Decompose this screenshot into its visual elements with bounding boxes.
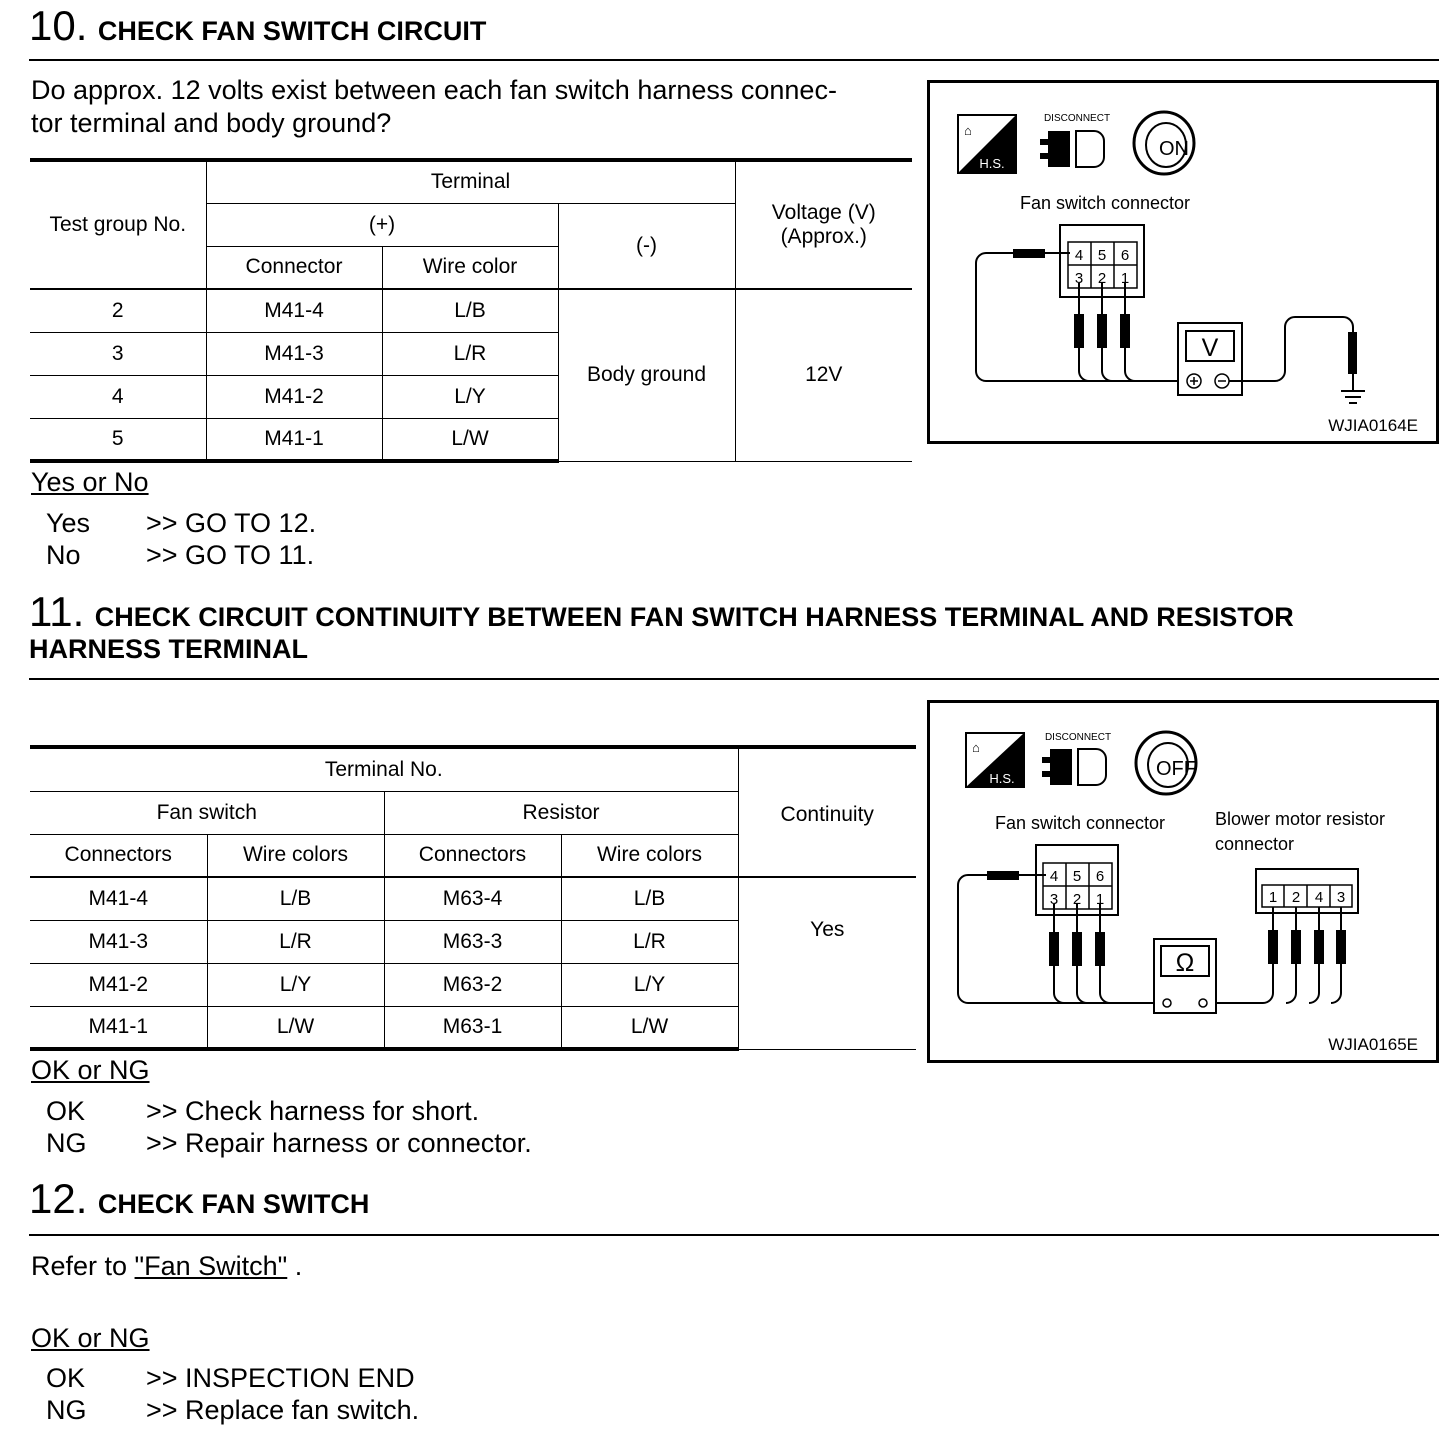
th-connectors: Connectors <box>30 834 207 877</box>
th-test-group: Test group No. <box>30 160 206 289</box>
disconnect-icon-label: DISCONNECT <box>1043 113 1111 124</box>
step10-number: 10. <box>29 2 88 49</box>
cell-wire: L/B <box>382 289 558 332</box>
th-continuity: Continuity <box>738 747 916 877</box>
result-value: >> GO TO 12. <box>146 508 317 538</box>
step10-question-line1: Do approx. 12 volts exist between each fan switch harness connec- <box>31 75 837 105</box>
step11-number: 11. <box>29 588 85 635</box>
th-wire-colors: Wire colors <box>561 834 738 877</box>
step10-question-line2: tor terminal and body ground? <box>31 108 392 138</box>
hs-icon <box>966 733 1024 787</box>
th-voltage-line1: Voltage (V) <box>771 201 876 224</box>
result-key: No <box>46 540 81 570</box>
pin-label: 2 <box>1291 889 1301 906</box>
cell-r-wire: L/Y <box>561 963 738 1006</box>
result-value: >> Check harness for short. <box>146 1096 480 1126</box>
cell-fs-connector: M41-1 <box>30 1006 207 1049</box>
result-key: OK <box>46 1096 86 1126</box>
cell-r-connector: M63-1 <box>384 1006 561 1049</box>
step12-number: 12. <box>29 1175 88 1222</box>
cell-group: 4 <box>30 375 206 418</box>
step11-title-line1: CHECK CIRCUIT CONTINUITY BETWEEN FAN SWITCH HARNESS TERMINAL AND RESISTOR <box>94 602 1294 632</box>
hs-icon-glyph: ⌂ <box>964 123 972 138</box>
hs-icon-glyph: ⌂ <box>972 740 980 755</box>
cell-group: 5 <box>30 418 206 461</box>
ground-lead <box>1229 317 1356 391</box>
disconnect-icon <box>1042 732 1111 785</box>
step12-heading <box>29 1175 369 1223</box>
pin-label: 1 <box>1095 891 1105 908</box>
refer-prefix: Refer to <box>31 1251 135 1281</box>
step11-results <box>46 1095 532 1159</box>
pin-label: 6 <box>1120 247 1130 264</box>
ohmmeter-symbol: Ω <box>1175 949 1195 977</box>
pin-label: 4 <box>1314 889 1324 906</box>
cell-fs-connector: M41-4 <box>30 877 207 920</box>
pin-label: 4 <box>1049 868 1059 885</box>
cell-r-connector: M63-3 <box>384 920 561 963</box>
cell-connector: M41-2 <box>206 375 382 418</box>
hs-icon-label: H.S. <box>989 771 1015 786</box>
pin-label: 3 <box>1049 891 1059 908</box>
hs-icon-label: H.S. <box>979 156 1005 171</box>
th-voltage-line2: (Approx.) <box>780 225 867 248</box>
cell-wire: L/Y <box>382 375 558 418</box>
back-probes <box>1050 904 1110 1003</box>
th-connector: Connector <box>206 246 382 289</box>
th-fan-switch: Fan switch <box>30 791 384 834</box>
pin-label: 5 <box>1097 247 1107 264</box>
result-row-yes <box>46 507 316 539</box>
voltmeter-symbol: V <box>1201 334 1219 362</box>
th-terminal-no: Terminal No. <box>30 747 738 791</box>
pin-label: 5 <box>1072 868 1082 885</box>
result-key: Yes <box>46 508 91 538</box>
th-wire-colors: Wire colors <box>207 834 384 877</box>
step12-refer <box>31 1250 302 1283</box>
ignition-key-icon <box>1134 112 1194 174</box>
cell-r-connector: M63-2 <box>384 963 561 1006</box>
figure-code: WJIA0165E <box>1328 1035 1418 1054</box>
cell-fs-wire: L/B <box>207 877 384 920</box>
step10-results <box>46 507 316 571</box>
result-value: >> Replace fan switch. <box>146 1395 420 1425</box>
cell-fs-wire: L/R <box>207 920 384 963</box>
hs-icon <box>958 115 1016 173</box>
cell-r-wire: L/W <box>561 1006 738 1049</box>
cell-wire: L/R <box>382 332 558 375</box>
ground-icon <box>1341 391 1365 403</box>
step10-voltage-table <box>30 158 912 463</box>
step12-rule <box>29 1234 1439 1236</box>
voltmeter <box>1178 323 1242 395</box>
refer-suffix: . <box>287 1251 303 1281</box>
table-row <box>30 289 912 332</box>
cell-connector: M41-4 <box>206 289 382 332</box>
table-row <box>30 877 916 920</box>
cell-fs-connector: M41-2 <box>30 963 207 1006</box>
cell-r-wire: L/B <box>561 877 738 920</box>
step11-heading-line1 <box>29 588 1439 636</box>
pin-label: 1 <box>1268 889 1278 906</box>
cell-r-wire: L/R <box>561 920 738 963</box>
key-icon-label: ON <box>1159 138 1189 160</box>
cell-connector: M41-1 <box>206 418 382 461</box>
resistor-connector-label-line1: Blower motor resistor <box>1215 809 1386 829</box>
step11-heading <box>29 588 1439 665</box>
th-minus: (-) <box>558 203 735 289</box>
th-resistor: Resistor <box>384 791 738 834</box>
cell-group: 2 <box>30 289 206 332</box>
fan-switch-connector-label: Fan switch connector <box>1019 193 1191 213</box>
result-key: OK <box>46 1363 86 1393</box>
disconnect-icon-label: DISCONNECT <box>1044 732 1112 743</box>
step12-result-heading: OK or NG <box>31 1323 150 1353</box>
pin-label: 3 <box>1336 889 1346 906</box>
th-connectors: Connectors <box>384 834 561 877</box>
pin-label: 2 <box>1097 270 1107 287</box>
step10-heading <box>29 2 486 50</box>
fan-switch-link[interactable]: "Fan Switch" <box>134 1251 288 1281</box>
result-row-ng <box>46 1127 532 1159</box>
step12-results <box>46 1362 419 1426</box>
step12-title: CHECK FAN SWITCH <box>97 1189 370 1219</box>
result-row-ok <box>46 1362 419 1394</box>
figure-fan-switch-voltage <box>927 80 1439 444</box>
cell-connector: M41-3 <box>206 332 382 375</box>
cell-wire: L/W <box>382 418 558 461</box>
cell-fs-wire: L/W <box>207 1006 384 1049</box>
result-key: NG <box>46 1395 87 1425</box>
pin-label: 1 <box>1120 270 1130 287</box>
result-key: NG <box>46 1128 87 1158</box>
pin-label: 3 <box>1074 270 1084 287</box>
result-row-ng <box>46 1394 419 1426</box>
pin-label: 4 <box>1074 247 1084 264</box>
step10-result-heading: Yes or No <box>31 467 149 497</box>
cell-r-connector: M63-4 <box>384 877 561 920</box>
step11-result-heading: OK or NG <box>31 1055 150 1085</box>
result-value: >> INSPECTION END <box>146 1363 415 1393</box>
cell-voltage-12v: 12V <box>735 289 912 461</box>
step11-continuity-table <box>30 745 916 1051</box>
step10-rule <box>29 59 1439 61</box>
cell-fs-connector: M41-3 <box>30 920 207 963</box>
th-voltage <box>735 160 912 289</box>
pin-label: 6 <box>1095 868 1105 885</box>
step10-title: CHECK FAN SWITCH CIRCUIT <box>97 16 487 46</box>
result-row-no <box>46 539 316 571</box>
cell-minus-body-ground: Body ground <box>558 289 735 461</box>
figure-code: WJIA0164E <box>1328 416 1418 435</box>
disconnect-icon <box>1040 113 1110 167</box>
result-row-ok <box>46 1095 532 1127</box>
resistor-connector-label-line2: connector <box>1215 834 1295 854</box>
result-value: >> GO TO 11. <box>146 540 315 570</box>
fan-switch-connector-label: Fan switch connector <box>994 813 1166 833</box>
step10-question <box>31 74 911 140</box>
back-probes <box>1213 907 1345 1003</box>
cell-group: 3 <box>30 332 206 375</box>
step11-rule <box>29 678 1439 680</box>
cell-fs-wire: L/Y <box>207 963 384 1006</box>
th-wire-color: Wire color <box>382 246 558 289</box>
key-icon-label: OFF <box>1156 758 1196 780</box>
th-terminal: Terminal <box>206 160 735 203</box>
resistor-connector-diagram <box>1256 869 1358 913</box>
ohmmeter <box>1154 939 1216 1013</box>
pin-label: 2 <box>1072 891 1082 908</box>
step11-title-line2: HARNESS TERMINAL <box>29 634 309 664</box>
ignition-key-icon <box>1136 732 1196 794</box>
th-plus: (+) <box>206 203 558 246</box>
cell-continuity-yes: Yes <box>738 877 916 1049</box>
result-value: >> Repair harness or connector. <box>146 1128 532 1158</box>
figure-circuit-continuity <box>927 700 1439 1063</box>
